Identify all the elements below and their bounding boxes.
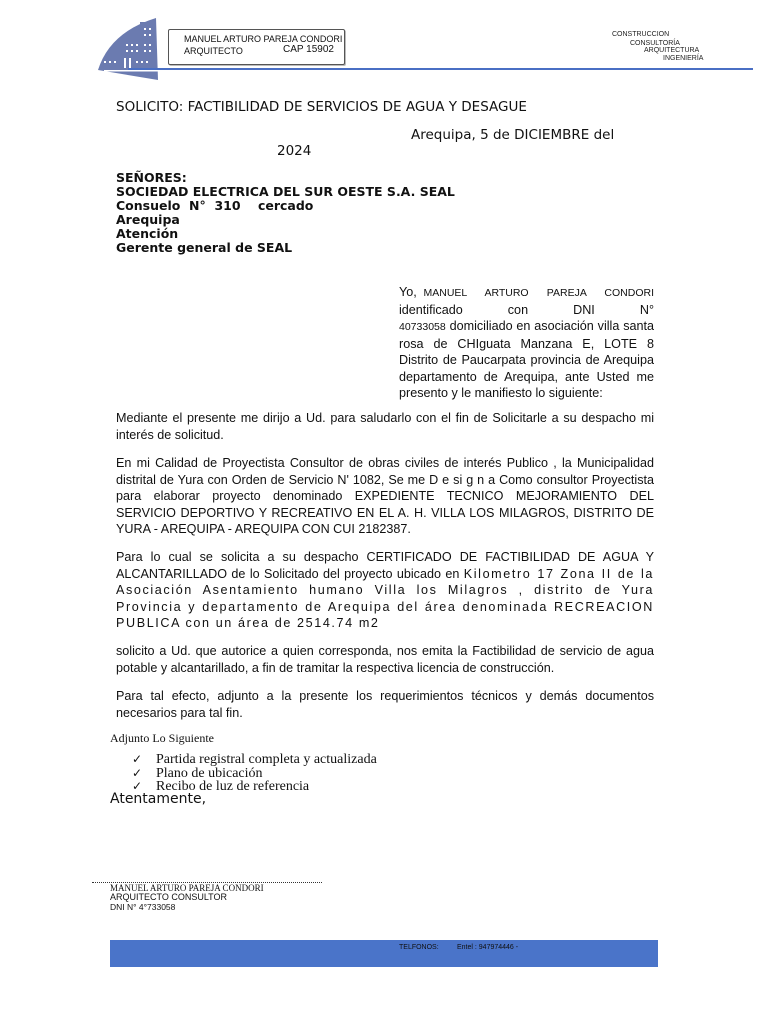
letterhead-cap: CAP 15902	[283, 44, 334, 55]
body-paragraph-1: Mediante el presente me dirijo a Ud. para saludarlo con el fin de Solicitarle a su despacho mi interés de solicitud.	[116, 411, 654, 442]
recipient-line: Atención	[116, 226, 179, 241]
body-paragraph-3-a: Para lo cual se solicita a su despacho CERTIFICADO DE FACTIBILIDAD DE AGUA Y ALCANTARILLADO de lo Solicitado del proyecto ubicado en	[116, 550, 654, 581]
recipient-line: Arequipa	[116, 212, 180, 227]
building-logo-icon	[96, 14, 176, 80]
footer-phone-number: Entel : 947974446 -	[457, 944, 519, 951]
attachment-item	[132, 767, 377, 781]
tagline-arquitectura: ARQUITECTURA	[644, 47, 700, 54]
attachments-list	[132, 753, 377, 794]
attachments-heading: Adjunto Lo Siguiente	[110, 731, 214, 745]
signature-name: MANUEL ARTURO PAREJA CONDORI	[110, 883, 264, 893]
letter-date-line2: 2024	[277, 143, 312, 159]
intro-id-text: identificado con DNI N°	[399, 302, 654, 317]
header-divider	[128, 68, 753, 70]
letter-date-line1: Arequipa, 5 de DICIEMBRE del	[411, 127, 615, 143]
tagline-ingenieria: INGENIERÍA	[663, 55, 704, 62]
intro-prefix: Yo,	[399, 285, 417, 299]
signature-role: ARQUITECTO CONSULTOR	[110, 892, 228, 902]
body-paragraph-3	[116, 549, 654, 632]
architect-name-card	[168, 29, 345, 65]
body-paragraph-3-b: Kilometro 17 Zona II de la Asociación Asentamiento humano Villa los Milagros , distrito de Yura Provincia y departamento de Arequipa del área denominada RECREACION PUBLICA con un área de 2514.74 m2	[116, 566, 655, 630]
letter-subject: SOLICITO: FACTIBILIDAD DE SERVICIOS DE AGUA Y DESAGUE	[116, 99, 527, 115]
attachment-item-label: Plano de ubicación	[156, 765, 263, 781]
intro-paragraph	[399, 284, 654, 402]
letterhead-role: ARQUITECTO	[184, 46, 243, 56]
intro-name: MANUEL ARTURO PAREJA CONDORI	[423, 287, 654, 299]
attachment-item	[132, 753, 377, 767]
recipient-line: Consuelo N° 310 cercado	[116, 198, 314, 213]
tagline-consultoria: CONSULTORÍA	[630, 40, 680, 47]
recipient-line: SEÑORES:	[116, 170, 187, 185]
body-paragraph-4: solicito a Ud. que autorice a quien corresponda, nos emita la Factibilidad de servicio de agua potable y alcantarillado, a fin de tramitar la respectiva licencia de construcción.	[116, 644, 654, 675]
checkmark-icon: ✓	[132, 779, 143, 793]
attachment-item-label: Partida registral completa y actualizada	[156, 752, 377, 767]
checkmark-icon: ✓	[132, 752, 143, 766]
recipient-line: Gerente general de SEAL	[116, 240, 293, 255]
letterhead-name: MANUEL ARTURO PAREJA CONDORI	[184, 34, 343, 44]
closing-salutation: Atentamente,	[110, 791, 207, 807]
intro-rest: domiciliado en asociación villa santa rosa de CHIguata Manzana E, LOTE 8 Distrito de Paucarpata provincia de Arequipa departamento de Arequipa, ante Usted me presento y le manifiesto lo siguiente:	[399, 319, 655, 400]
intro-dni: 40733058	[399, 321, 446, 333]
body-paragraph-5: Para tal efecto, adjunto a la presente los requerimientos técnicos y demás documentos necesarios para tal fin.	[116, 689, 654, 720]
tagline-construccion: CONSTRUCCION	[612, 31, 670, 38]
recipient-block	[116, 171, 455, 255]
company-logo	[96, 14, 176, 80]
checkmark-icon: ✓	[132, 765, 143, 780]
body-paragraph-2: En mi Calidad de Proyectista Consultor de obras civiles de interés Publico , la Municipalidad distrital de Yura con Orden de Servicio N' 1082, Se me D e si g n a Como consultor Proyectista para elaborar proyecto denominado EXPEDIENTE TECNICO MEJORAMIENTO DEL SERVICIO DEPORTIVO Y RECREATIVO EN EL A. H. VILLA LOS MILAGROS, DISTRITO DE YURA - AREQUIPA - AREQUIPA CON CUI 2182387.	[116, 456, 654, 536]
footer-phone-label: TELFONOS:	[399, 944, 439, 951]
signature-dni: DNI N° 4°733058	[110, 902, 176, 912]
recipient-line: SOCIEDAD ELECTRICA DEL SUR OESTE S.A. SEAL	[116, 184, 455, 199]
attachment-item-label: Recibo de luz de referencia	[156, 779, 310, 794]
footer-bar	[110, 940, 658, 967]
